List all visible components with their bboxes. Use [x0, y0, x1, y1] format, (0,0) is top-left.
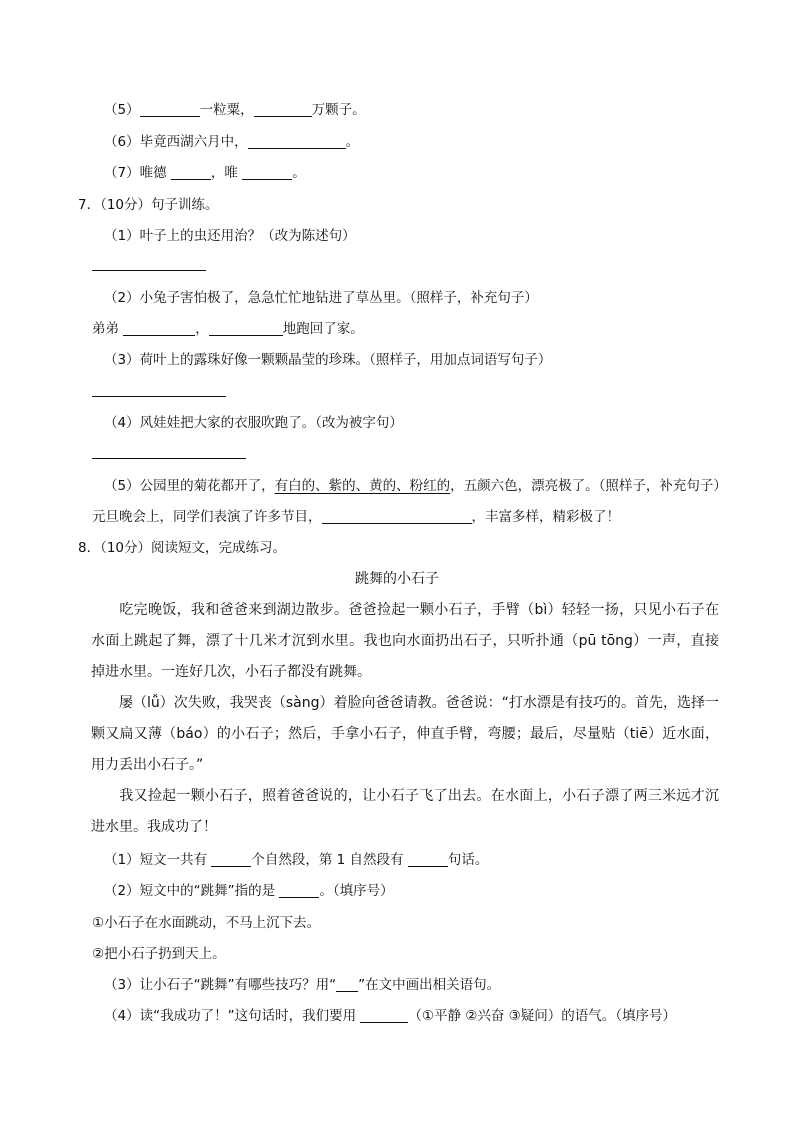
- passage-paragraph-2: [91, 688, 719, 781]
- text: ，五颜六色，漂亮极了。（照样子，补充句子）: [450, 478, 727, 494]
- q6-item6: [104, 132, 359, 152]
- answer-blank[interactable]: [248, 134, 346, 149]
- text: 句话。: [447, 852, 489, 868]
- q8-header: 8．（10分）阅读短文，完成练习。: [78, 540, 287, 556]
- text: 地跑回了家。: [282, 321, 364, 337]
- q8-qa3: [104, 975, 500, 995]
- text: 。: [345, 134, 360, 150]
- passage-paragraph-1: [91, 595, 719, 688]
- underline-sample: [336, 977, 358, 992]
- text: ”在文中画出相关语句。: [358, 977, 501, 993]
- q8-option-1: ①小石子在水面跳动，不马上沉下去。: [92, 915, 321, 931]
- paragraph-text: 我又捡起一颗小石子，照着爸爸说的，让小石子飞了出去。在水面上，小石子漂了两三米远才沉进水里。我成功了！: [91, 788, 719, 835]
- text: 弟弟: [92, 321, 119, 337]
- q8-option-2: ②把小石子扔到天上。: [92, 946, 226, 962]
- q7-s1: （1）叶子上的虫还用治？（改为陈述句）: [104, 228, 356, 244]
- answer-blank[interactable]: [211, 852, 251, 867]
- paragraph-text: 屡（lǚ）次失败，我哭丧（sàng）着脸向爸爸请教。爸爸说：“打水漂是有技巧的。首先，选择一颗又扁又薄（báo）的小石子；然后，手拿小石子，伸直手臂，弯腰；最后，尽量贴（tiē）近水面，用力丢出小石子。”: [91, 695, 719, 773]
- q7-s3: （3）荷叶上的露珠好像一颗颗晶莹的珍珠。（照样子，用加点词语写句子）: [104, 352, 552, 368]
- answer-blank[interactable]: [408, 852, 448, 867]
- text: （①平静 ②兴奋 ③疑问）的语气。（填序号）: [408, 1008, 677, 1024]
- item-number: （5）: [104, 102, 140, 118]
- answer-blank[interactable]: [254, 102, 312, 117]
- q6-item7: [104, 163, 306, 183]
- answer-blank[interactable]: [322, 509, 472, 524]
- text: 。: [292, 165, 306, 181]
- text: （4）读“我成功了！”这句话时，我们要用: [104, 1008, 357, 1024]
- answer-line[interactable]: [92, 270, 206, 271]
- text: （3）让小石子“跳舞”有哪些技巧？用“: [104, 977, 337, 993]
- answer-blank[interactable]: [171, 165, 211, 180]
- q7-s2-fill: [92, 319, 364, 339]
- text: ，丰富多样，精彩极了！: [471, 509, 620, 525]
- text: ，唯: [210, 165, 238, 181]
- text: 。（填序号）: [319, 883, 394, 899]
- item-number: （7）: [104, 165, 140, 181]
- q7-s4: （4）风娃娃把大家的衣服吹跑了。（改为被字句）: [104, 415, 403, 431]
- answer-blank[interactable]: [123, 321, 195, 336]
- q7-header: 7．（10分）句子训练。: [78, 197, 219, 213]
- text: 万颗子。: [311, 102, 366, 118]
- q8-qa1: [104, 850, 488, 870]
- q6-item5: [104, 100, 366, 120]
- text: 个自然段，第 1 自然段有: [251, 852, 404, 868]
- text: （1）短文一共有: [104, 852, 208, 868]
- q7-s5-fill: [92, 507, 620, 527]
- text: ，: [195, 321, 209, 337]
- answer-blank[interactable]: [140, 102, 200, 117]
- paragraph-text: 吃完晚饭，我和爸爸来到湖边散步。爸爸捡起一颗小石子，手臂（bì）轻轻一扬，只见小石子在水面上跳起了舞，漂了十几米才沉到水里。我也向水面扔出石子，只听扑通（pū tōng）一声，直接掉进水里。一连好几次，小石子都没有跳舞。: [91, 602, 719, 680]
- passage-title: 跳舞的小石子: [355, 571, 439, 587]
- text: 唯德: [139, 165, 167, 181]
- answer-line[interactable]: [92, 396, 226, 397]
- passage-paragraph-3: [91, 781, 719, 843]
- underlined-example: 有白的、紫的、黄的、粉红的: [274, 478, 451, 494]
- text: （2）短文中的“跳舞”指的是: [104, 883, 276, 899]
- text: 一粒粟，: [199, 102, 254, 118]
- answer-blank[interactable]: [242, 165, 292, 180]
- text: 元旦晚会上，同学们表演了许多节目，: [92, 509, 322, 525]
- q8-qa2: [104, 881, 394, 901]
- answer-line[interactable]: [92, 458, 246, 459]
- text: 毕竟西湖六月中，: [139, 134, 248, 150]
- answer-blank[interactable]: [360, 1008, 408, 1023]
- q8-qa4: [104, 1006, 676, 1026]
- answer-blank[interactable]: [209, 321, 283, 336]
- answer-blank[interactable]: [279, 883, 319, 898]
- item-number: （6）: [104, 134, 140, 150]
- q7-s2: （2）小兔子害怕极了，急急忙忙地钻进了草丛里。（照样子，补充句子）: [104, 290, 538, 306]
- q7-s5: [104, 476, 727, 496]
- text: （5）公园里的菊花都开了，: [104, 478, 275, 494]
